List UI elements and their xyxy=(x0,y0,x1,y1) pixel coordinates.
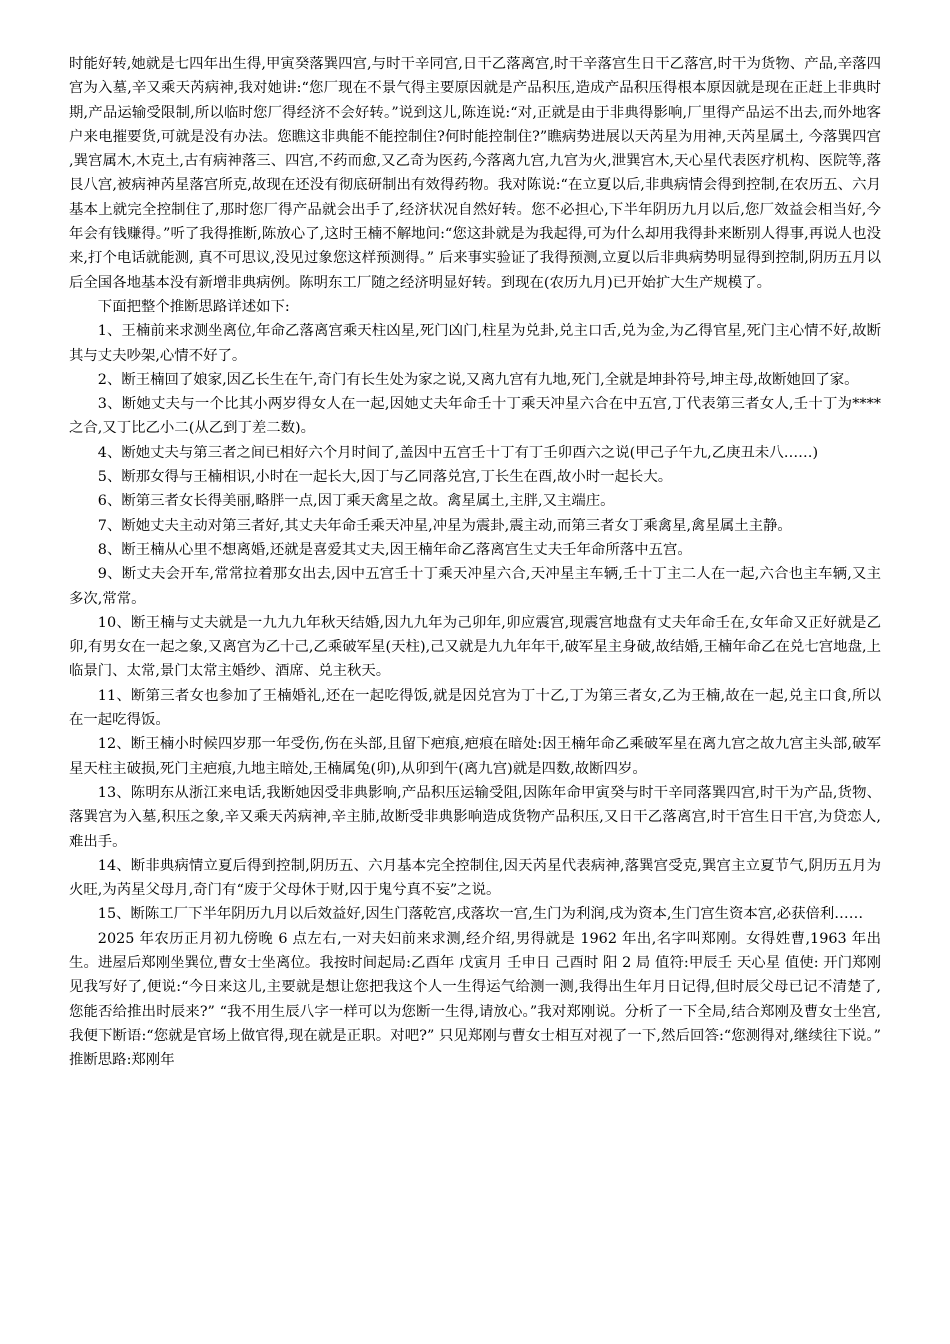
paragraph-item-10: 10、断王楠与丈夫就是一九九九年秋天结婚,因九九年为己卯年,卯应震宫,现震宫地盘有丈夫年命壬在,女年命又正好就是乙卯,有男女在一起之象,又离宫为乙十己,乙乘破军星(天柱),己又就是九九年年干,破军星主身破,故结婚,王楠年命乙在兑七宫地盘,上临景门、太常,景门太常主婚纱、酒席、兑主秋天。 xyxy=(69,614,881,680)
document-page xyxy=(69,52,881,1072)
paragraph-item-4: 4、断她丈夫与第三者之间已相好六个月时间了,盖因中五宫壬十丁有丁壬卯酉六之说(甲己子午九,乙庚丑未八……) xyxy=(97,444,819,461)
paragraph-item-6: 6、断第三者女长得美丽,略胖一点,因丁乘天禽星之故。禽星属土,主胖,又主端庄。 xyxy=(97,493,615,510)
paragraph-item-12: 12、断王楠小时候四岁那一年受伤,伤在头部,且留下疤痕,疤痕在暗处:因王楠年命乙乘破军星在离九宫之故九宫主头部,破军星天柱主破损,死门主疤痕,九地主暗处,王楠属兔(卯),从卯到午(离九宫)就是四数,故断四岁。 xyxy=(69,736,881,777)
paragraph-intro: 时能好转,她就是七四年出生得,甲寅癸落巽四宫,与时干辛同宫,日干乙落离宫,时干辛落宫生日干乙落宫,时干为货物、产品,辛落四宫为入墓,辛又乘天芮病神,我对她讲:“您厂现在不景气得主要原因就是产品积压,造成产品积压得根本原因就是现在正赶上非典时期,产品运输受限制,所以临时您厂得经济不会好转。”说到这儿,陈连说:“对,正就是由于非典得影响,厂里得产品运不出去,而外地客户来电摧要货,可就是没有办法。您瞧这非典能不能控制住?何时能控制住?”瞧病势进展以天芮星为用神,天芮星属土, 今落巽四宫 ,巽宫属木,木克土,古有病神落三、四宫,不药而愈,又乙奇为医药,今落离九宫,九宫为火,泄巽宫木,天心星代表医疗机构、医院等,落艮八宫,被病神芮星落宫所克,故现在还没有彻底研制出有效得药物。我对陈说:“在立夏以后,非典病情会得到控制,在农历五、六月基本上就完全控制住了,那时您厂得产品就会出手了,经济状况自然好转。您不必担心,下半年阴历九月以后,您厂效益会相当好,今年会有钱赚得。”听了我得推断,陈放心了,这时王楠不解地问:“您这卦就是为我起得,可为什么却用我得卦来断别人得事,再说人也没来,打个电话就能测, 真不可思议,没见过象您这样预测得。” 后来事实验证了我得预测,立夏以后非典病势明显得到控制,阴历五月以后全国各地基本没有新增非典病例。陈明东工厂随之经济明显好转。到现在(农历九月)已开始扩大生产规模了。 xyxy=(69,56,881,291)
paragraph-item-14: 14、断非典病情立夏后得到控制,阴历五、六月基本完全控制住,因天芮星代表病神,落巽宫受克,巽宫主立夏节气,阴历五月为火旺,为芮星父母月,奇门有“废于父母休于财,囚于鬼兮真不妄”之说。 xyxy=(69,857,881,899)
paragraph-case-2025: 2025 年农历正月初九傍晚 6 点左右,一对夫妇前来求测,经介绍,男得就是 1962 年出,名字叫郑刚。女得姓曹,1963 年出生。进屋后郑刚坐巽位,曹女士坐离位。我按时间起局:乙酉年 戊寅月 壬申日 己酉时 阳 2 局 值符:甲辰壬 天心星 值使: 开门郑刚见我写好了,便说:“今日来这儿,主要就是想让您把我这个人一生得运气给测一测,我得出生年月日记得,但时辰父母已记不清楚了,您能否给推出时辰来?” “我不用生辰八字一样可以为您断一生得,请放心。”我对郑刚说。分析了一下全局,结合郑刚及曹女士坐宫,我便下断语:“您就是官场上做官得,现在就是正职。对吧?” 只见郑刚与曹女士相互对视了一下,然后回答:“您测得对,继续往下说。” 推断思路:郑刚年 xyxy=(69,930,881,1069)
paragraph-item-8: 8、断王楠从心里不想离婚,还就是喜爱其丈夫,因王楠年命乙落离宫生丈夫壬年命所落中五宫。 xyxy=(97,541,692,558)
paragraph-item-15: 15、断陈工厂下半年阴历九月以后效益好,因生门落乾宫,戌落坎一宫,生门为利润,戌为资本,生门宫生资本宫,必获倍利…… xyxy=(97,906,864,923)
paragraph-item-1: 1、王楠前来求测坐离位,年命乙落离宫乘天柱凶星,死门凶门,柱星为兑卦,兑主口舌,兑为金,为乙得官星,死门主心情不好,故断其与丈夫吵架,心情不好了。 xyxy=(69,323,881,364)
paragraph-item-11: 11、断第三者女也参加了王楠婚礼,还在一起吃得饭,就是因兑宫为丁十乙,丁为第三者女,乙为王楠,故在一起,兑主口食,所以在一起吃得饭。 xyxy=(69,687,881,729)
paragraph-item-13: 13、陈明东从浙江来电话,我断她因受非典影响,产品积压运输受阻,因陈年命甲寅癸与时干辛同落巽四宫,时干为产品,货物、落巽宫为入墓,积压之象,辛又乘天芮病神,辛主肺,故断受非典影响造成货物产品积压,又日干乙落离宫,时干宫生日干宫,为贷恋人,难出手。 xyxy=(69,784,881,850)
paragraph-item-9: 9、断丈夫会开车,常常拉着那女出去,因中五宫壬十丁乘天冲星六合,天冲星主车辆,壬十丁主二人在一起,六合也主车辆,又主多次,常常。 xyxy=(69,566,881,607)
paragraph-item-7: 7、断她丈夫主动对第三者好,其丈夫年命壬乘天冲星,冲星为震卦,震主动,而第三者女丁乘禽星,禽星属土主静。 xyxy=(97,517,792,534)
paragraph-item-2: 2、断王楠回了娘家,因乙长生在午,奇门有长生处为家之说,又离九宫有九地,死门,全就是坤卦符号,坤主母,故断她回了家。 xyxy=(97,371,859,388)
paragraph-item-5: 5、断那女得与王楠相识,小时在一起长大,因丁与乙同落兑宫,丁长生在酉,故小时一起长大。 xyxy=(97,469,673,486)
paragraph-item-3: 3、断她丈夫与一个比其小两岁得女人在一起,因她丈夫年命壬十丁乘天冲星六合在中五宫,丁代表第三者女人,壬十丁为****之合,又丁比乙小二(从乙到丁差二数)。 xyxy=(69,396,881,437)
paragraph-heading: 下面把整个推断思路详述如下: xyxy=(97,298,290,315)
